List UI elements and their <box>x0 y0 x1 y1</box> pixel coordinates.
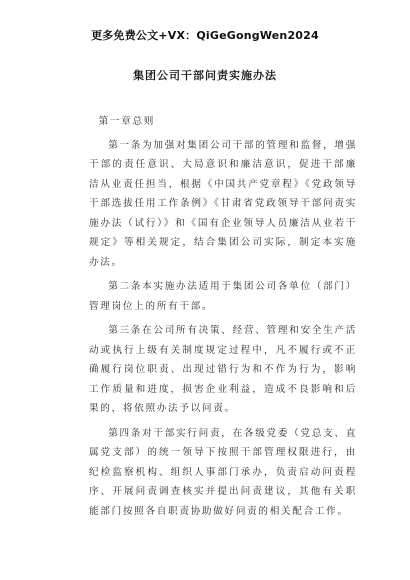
article-paragraph-3: 第三条在公司所有决策、经营、管理和安全生产活动或执行上级有关制度规定过程中，凡不履行或不正确履行岗位职责、出现过错行为和不作为行为，影响工作质量和进度，损害企业利益，造成不良影响和后果的，将依照办法予以问责。 <box>89 325 357 414</box>
article-paragraph-1: 第一条为加强对集团公司干部的管理和监督，增强干部的责任意识、大局意识和廉洁意识，促进干部廉洁从业责任担当，根据《中国共产党章程》《党政领导干部选拔任用工作条例》《甘肃省党政领导干部问责实施办法（试行）》和《国有企业领导人员廉洁从业若干规定》等相关规定，结合集团公司实际，制定本实施办法。 <box>89 139 357 268</box>
chapter-heading: 第一章总则 <box>98 116 156 127</box>
promo-header: 更多免费公文+VX：QiGeGongWen2024 <box>91 29 319 42</box>
document-body <box>89 112 357 526</box>
article-paragraph-2: 第二条本实施办法适用于集团公司各单位（部门）管理岗位上的所有干部。 <box>89 281 357 312</box>
document-title: 集团公司干部问责实施办法 <box>133 69 277 82</box>
article-paragraph-4: 第四条对干部实行问责，在各级党委（党总支、直属党支部）的统一领导下按照干部管理权限进行，由纪检监察机构、组织人事部门承办，负责启动问责程序、开展问责调查核实并提出问责建议，其他有关职能部门按照各自职责协助做好问责的相关配合工作。 <box>89 427 357 517</box>
